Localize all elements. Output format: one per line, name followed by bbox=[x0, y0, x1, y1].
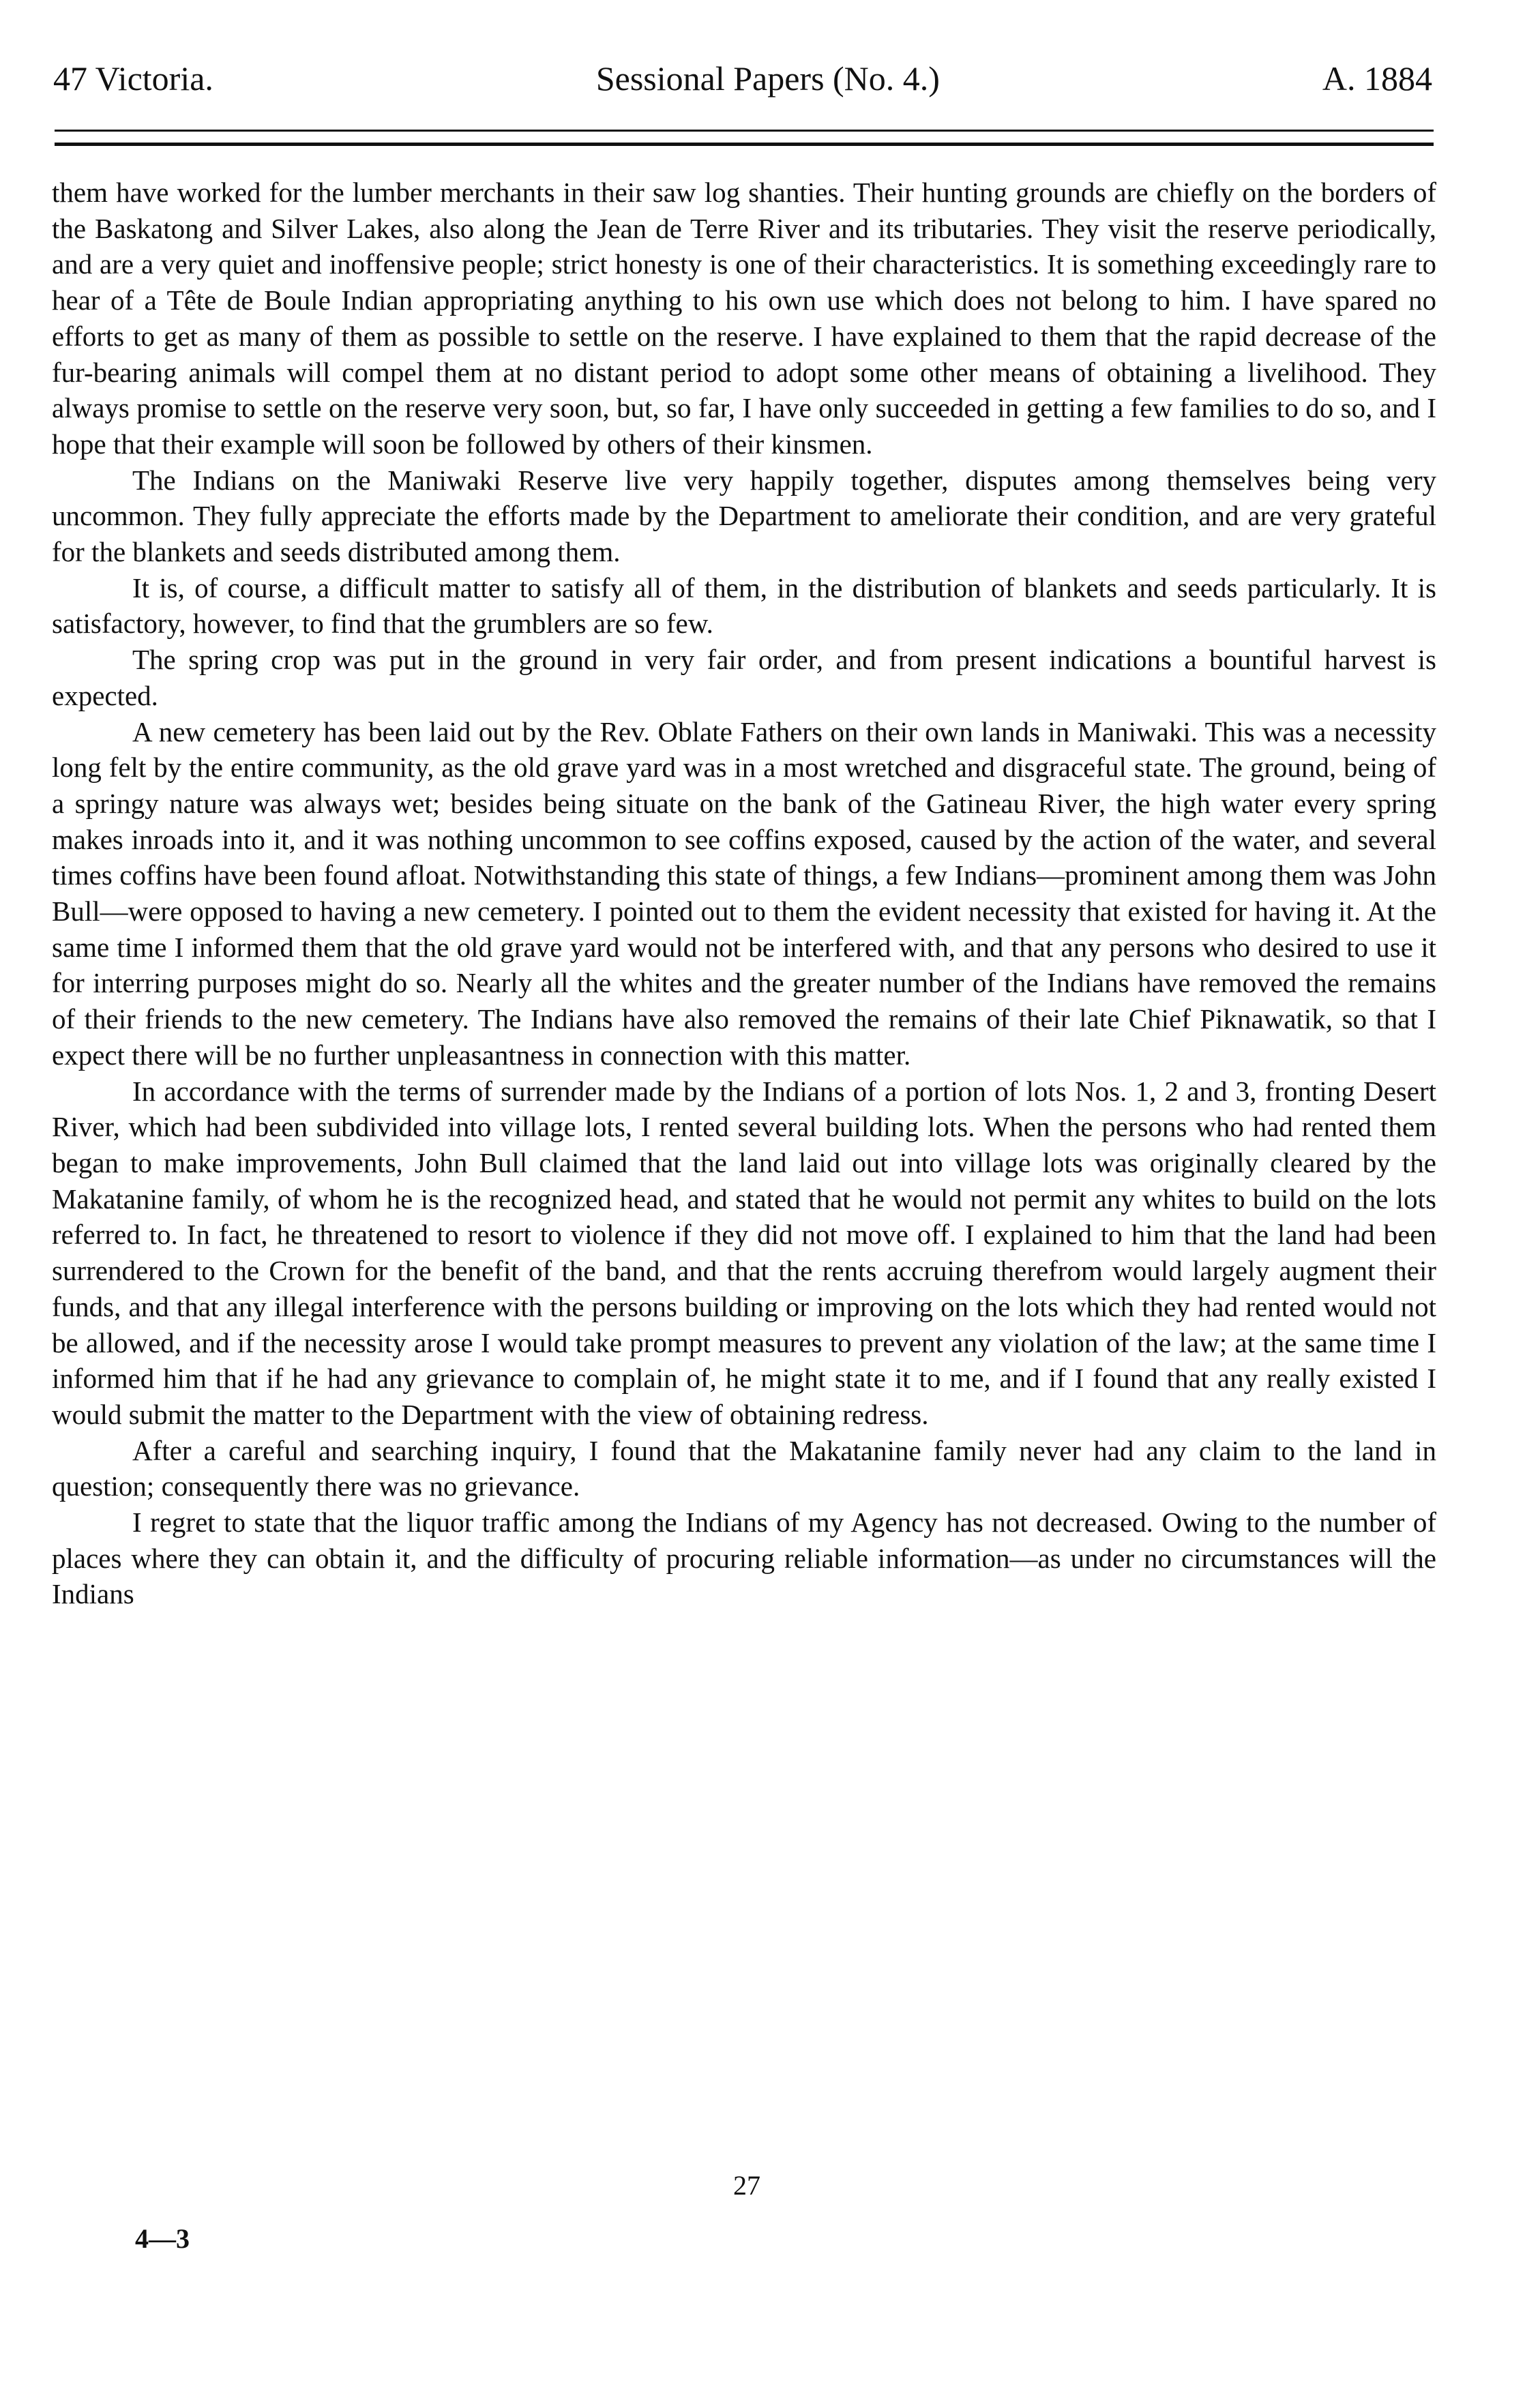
paragraph: A new cemetery has been laid out by the Rev. Oblate Fathers on their own lands in Maniwaki. This was a necessity long felt by the entire community, as the old grave yard was in a most wretched and disgraceful state. The ground, being of a springy nature was always wet; besides being situate on the bank of the Gatineau River, the high water every spring makes inroads into it, and it was nothing uncommon to see coffins exposed, caused by the action of the water, and several times coffins have been found afloat. Notwithstanding this state of things, a few Indians—prominent among them was John Bull—were opposed to having a new cemetery. I pointed out to them the evident necessity that existed for having it. At the same time I informed them that the old grave yard would not be interfered with, and that any persons who desired to use it for interring purposes might do so. Nearly all the whites and the greater number of the Indians have removed the remains of their friends to the new cemetery. The Indians have also removed the remains of their late Chief Piknawatik, so that I expect there will be no further unpleasantness in connection with this matter. bbox=[52, 715, 1436, 1071]
header-left: 47 Victoria. bbox=[53, 59, 213, 98]
page-number: 27 bbox=[733, 2170, 760, 2201]
paragraph: In accordance with the terms of surrender made by the Indians of a portion of lots Nos. 1, 2 and 3, fronting Desert River, which had been subdivided into village lots, I rented several building lots. When the persons who had rented them began to make improvements, John Bull claimed that the land laid out into village lots was originally cleared by the Makatanine family, of whom he is the recognized head, and stated that he would not permit any whites to build on the lots referred to. In fact, he threatened to resort to violence if they did not move off. I explained to him that the land had been surrendered to the Crown for the benefit of the band, and that the rents accruing therefrom would largely augment their funds, and that any illegal interference with the persons building or improving on the lots which they had rented would not be allowed, and if the necessity arose I would take prompt measures to prevent any violation of the law; at the same time I informed him that if he had any grievance to complain of, he might state it to me, and if I found that any really existed I would submit the matter to the Department with the view of obtaining redress. bbox=[52, 1075, 1436, 1430]
header-double-rule bbox=[55, 130, 1434, 146]
header-right: A. 1884 bbox=[1322, 59, 1432, 98]
paragraph: After a careful and searching inquiry, I found that the Makatanine family never had any claim to the land in question; consequently there was no grievance. bbox=[52, 1434, 1436, 1502]
paragraph: I regret to state that the liquor traffic among the Indians of my Agency has not decreased. Owing to the number of places where they can obtain it, and the difficulty of procuring reliable information—as under no circumstances will the Indians bbox=[52, 1506, 1436, 1610]
body-text bbox=[48, 175, 1446, 1612]
paragraph: It is, of course, a difficult matter to satisfy all of them, in the distribution of blankets and seeds particularly. It is satisfactory, however, to find that the grumblers are so few. bbox=[52, 571, 1436, 640]
paragraph: The Indians on the Maniwaki Reserve live very happily together, disputes among themselves being very uncommon. They fully appreciate the efforts made by the Department to ameliorate their condition, and are very grateful for the blankets and seeds distributed among them. bbox=[52, 464, 1436, 568]
paragraph: The spring crop was put in the ground in very fair order, and from present indications a bountiful harvest is expected. bbox=[52, 644, 1436, 711]
header-center: Sessional Papers (No. 4.) bbox=[595, 59, 940, 98]
running-header bbox=[48, 55, 1446, 102]
document-page bbox=[48, 55, 1446, 2373]
paragraph: them have worked for the lumber merchants in their saw log shanties. Their hunting grounds are chiefly on the borders of the Baskatong and Silver Lakes, also along the Jean de Terre River and its tributaries. They visit the reserve periodically, and are a very quiet and inoffensive people; strict honesty is one of their characteristics. It is something exceedingly rare to hear of a Tête de Boule Indian appropriating anything to his own use which does not belong to him. I have spared no efforts to get as many of them as possible to settle on the reserve. I have explained to them that the rapid decrease of the fur-bearing animals will compel them at no distant period to adopt some other means of obtaining a livelihood. They always promise to settle on the reserve very soon, but, so far, I have only succeeded in getting a few families to do so, and I hope that their example will soon be followed by others of their kinsmen. bbox=[52, 177, 1436, 460]
signature-mark: 4—3 bbox=[135, 2223, 190, 2254]
